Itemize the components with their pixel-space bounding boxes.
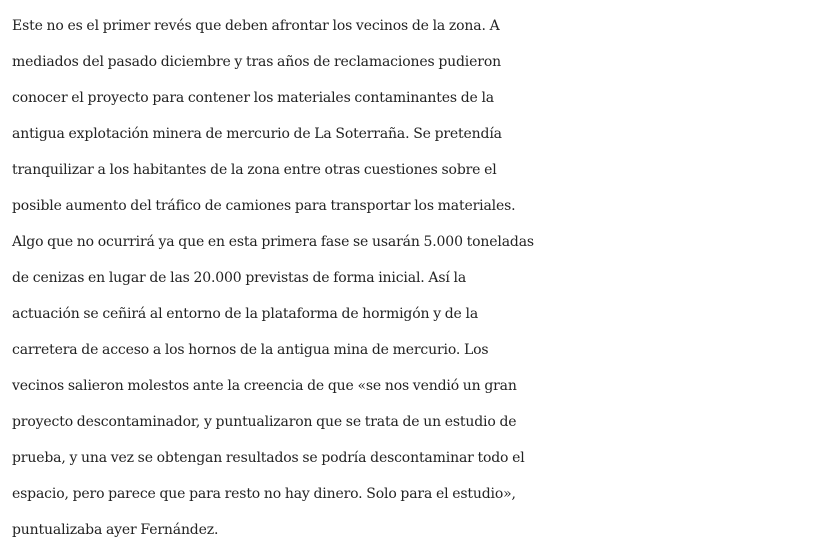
paragraph-line: espacio, pero parece que para resto no hay dinero. Solo para el estudio», <box>12 486 516 502</box>
paragraph-line: proyecto descontaminador, y puntualizaron que se trata de un estudio de <box>12 414 517 430</box>
paragraph-line: conocer el proyecto para contener los materiales contaminantes de la <box>12 90 495 106</box>
paragraph-line: Este no es el primer revés que deben afrontar los vecinos de la zona. A <box>12 18 500 34</box>
paragraph-line: puntualizaba ayer Fernández. <box>12 522 219 538</box>
paragraph-line: carretera de acceso a los hornos de la antigua mina de mercurio. Los <box>12 342 489 358</box>
paragraph-line: posible aumento del tráfico de camiones para transportar los materiales. <box>12 198 516 214</box>
paragraph-line: antigua explotación minera de mercurio de La Soterraña. Se pretendía <box>12 126 502 142</box>
paragraph-line: tranquilizar a los habitantes de la zona entre otras cuestiones sobre el <box>12 162 497 178</box>
paragraph-line: de cenizas en lugar de las 20.000 previstas de forma inicial. Así la <box>12 270 467 286</box>
paragraph-line: mediados del pasado diciembre y tras años de reclamaciones pudieron <box>12 54 501 70</box>
paragraph-line: Algo que no ocurrirá ya que en esta primera fase se usarán 5.000 toneladas <box>12 234 534 250</box>
article-paragraph <box>12 8 824 548</box>
paragraph-line: actuación se ceñirá al entorno de la plataforma de hormigón y de la <box>12 306 479 322</box>
paragraph-line: vecinos salieron molestos ante la creencia de que «se nos vendió un gran <box>12 378 517 394</box>
paragraph-line: prueba, y una vez se obtengan resultados se podría descontaminar todo el <box>12 450 525 466</box>
